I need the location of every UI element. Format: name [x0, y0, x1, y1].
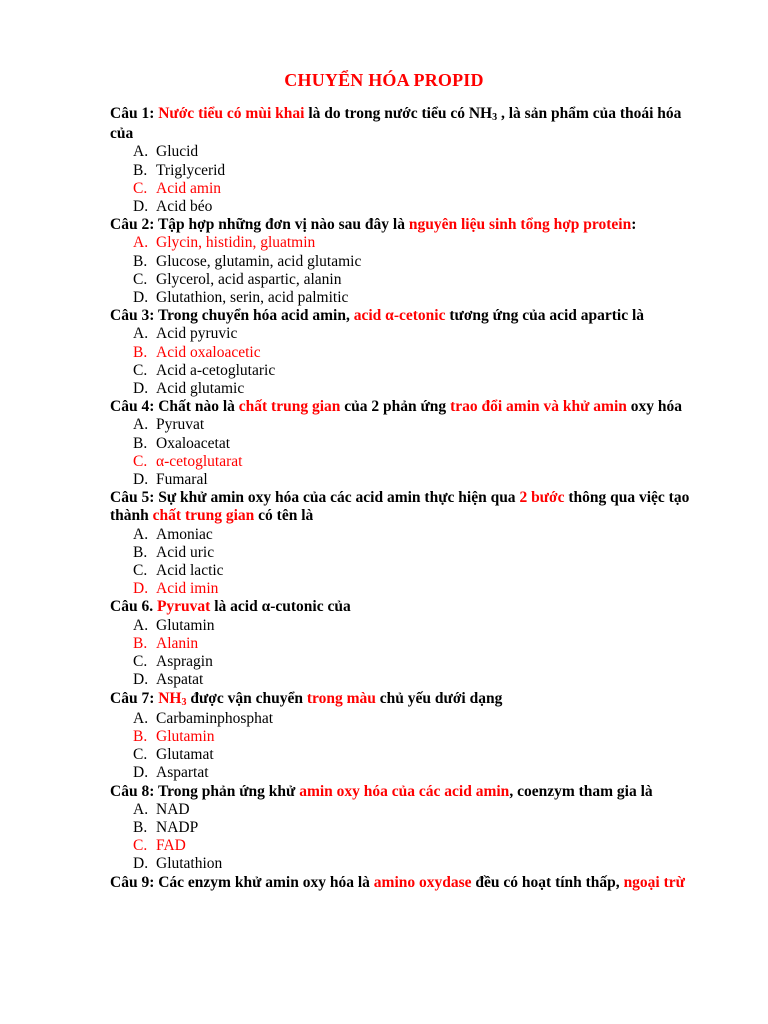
option-text: Acid lactic: [156, 562, 224, 580]
answer-options: [110, 617, 708, 690]
option-text: Acid oxaloacetic: [156, 343, 261, 361]
question-text: [110, 598, 708, 616]
option-text: Acid imin: [156, 580, 219, 598]
answer-options: [110, 416, 708, 489]
option-text: Glutamat: [156, 746, 214, 764]
option-text: Acid uric: [156, 543, 215, 561]
highlighted-text: acid α-cetonic: [353, 307, 446, 325]
answer-option-correct: [133, 580, 708, 598]
answer-option: [133, 416, 708, 434]
answer-option: [133, 544, 708, 562]
answer-option: [133, 435, 708, 453]
answer-option: [133, 325, 708, 343]
option-letter: A.: [133, 525, 149, 543]
question-text-part: thông qua việc tạo thành: [110, 489, 690, 525]
highlighted-text: nguyên liệu sinh tổng hợp protein: [408, 216, 632, 234]
option-letter: C.: [133, 452, 148, 470]
question-text: [110, 489, 708, 525]
answer-option: [133, 471, 708, 489]
answer-options: [110, 143, 708, 216]
answer-option: [133, 562, 708, 580]
option-letter: C.: [133, 837, 148, 855]
option-letter: B.: [133, 434, 148, 452]
question-text-part: Câu 5: Sự khử amin oxy hóa của các acid amin thực hiện qua: [110, 489, 520, 507]
question-text: [110, 307, 708, 325]
option-letter: A.: [133, 143, 149, 161]
question-text-part: đều có hoạt tính thấp,: [471, 873, 624, 891]
option-letter: B.: [133, 343, 148, 361]
answer-option: [133, 710, 708, 728]
option-letter: B.: [133, 634, 148, 652]
answer-options: [110, 325, 708, 398]
answer-options: [110, 710, 708, 783]
option-letter: C.: [133, 179, 148, 197]
answer-option: [133, 855, 708, 873]
option-letter: D.: [133, 471, 149, 489]
option-text: Glucid: [156, 143, 199, 161]
question-text-part: có tên là: [254, 507, 314, 525]
option-letter: A.: [133, 325, 149, 343]
option-text: Amoniac: [156, 525, 213, 543]
question-text-part: chủ yếu dưới dạng: [375, 689, 503, 707]
option-text: Glycin, histidin, gluatmin: [156, 234, 316, 252]
option-letter: C.: [133, 270, 148, 288]
option-text: Acid a-cetoglutaric: [156, 361, 276, 379]
question-text-part: Câu 6.: [110, 598, 157, 616]
option-text: Aspatat: [156, 671, 204, 689]
answer-option: [133, 143, 708, 161]
option-letter: B.: [133, 727, 148, 745]
question-block: [110, 307, 708, 398]
answer-option-correct: [133, 234, 708, 252]
answer-option-correct: [133, 728, 708, 746]
option-text: Acid pyruvic: [156, 325, 238, 343]
option-text: Alanin: [156, 634, 199, 652]
question-block: [110, 398, 708, 489]
option-letter: D.: [133, 855, 149, 873]
answer-option: [133, 198, 708, 216]
answer-option: [133, 653, 708, 671]
answer-option: [133, 162, 708, 180]
option-letter: C.: [133, 653, 148, 671]
question-text-part: của 2 phản ứng: [340, 398, 451, 416]
option-letter: B.: [133, 252, 148, 270]
option-letter: A.: [133, 234, 149, 252]
answer-option-correct: [133, 837, 708, 855]
option-text: Fumaral: [156, 471, 208, 489]
option-text: Glycerol, acid aspartic, alanin: [156, 270, 342, 288]
answer-option: [133, 819, 708, 837]
option-text: Glutamin: [156, 616, 215, 634]
answer-option: [133, 289, 708, 307]
question-text-part: Câu 2: Tập hợp những đơn vị nào sau đây là: [110, 216, 409, 234]
answer-option: [133, 362, 708, 380]
answer-options: [110, 234, 708, 307]
highlighted-text: chất trung gian: [152, 507, 255, 525]
question-block: [110, 216, 708, 307]
question-text-part: là acid α-cutonic của: [210, 598, 351, 616]
option-letter: D.: [133, 198, 149, 216]
question-text-part: được vận chuyển: [186, 689, 307, 707]
question-text: [110, 874, 708, 892]
option-letter: D.: [133, 380, 149, 398]
option-letter: A.: [133, 616, 149, 634]
option-text: Acid amin: [156, 179, 221, 197]
option-text: Acid béo: [156, 198, 213, 216]
answer-option: [133, 746, 708, 764]
question-text: [110, 783, 708, 801]
option-text: Glucose, glutamin, acid glutamic: [156, 252, 362, 270]
option-letter: A.: [133, 416, 149, 434]
highlighted-text: trong màu: [306, 689, 376, 707]
option-text: Triglycerid: [156, 161, 226, 179]
question-text: [110, 216, 708, 234]
answer-option-correct: [133, 453, 708, 471]
question-text-part: , coenzym tham gia là: [509, 782, 653, 800]
option-letter: D.: [133, 580, 149, 598]
option-text: Acid glutamic: [156, 380, 245, 398]
option-text: NADP: [156, 818, 199, 836]
question-text: [110, 690, 708, 710]
question-text: [110, 398, 708, 416]
option-text: FAD: [156, 837, 186, 855]
option-text: Oxaloacetat: [156, 434, 231, 452]
answer-option: [133, 671, 708, 689]
answer-option-correct: [133, 344, 708, 362]
option-letter: C.: [133, 746, 148, 764]
question-list: [110, 105, 708, 892]
highlighted-text: amin oxy hóa của các acid amin: [299, 782, 510, 800]
highlighted-text: chất trung gian: [238, 398, 341, 416]
option-letter: C.: [133, 562, 148, 580]
highlighted-text: amino oxydase: [373, 873, 472, 891]
highlighted-text: Pyruvat: [156, 598, 211, 616]
highlighted-text: 3: [181, 696, 187, 708]
answer-option-correct: [133, 180, 708, 198]
answer-option: [133, 617, 708, 635]
question-block: [110, 690, 708, 783]
option-text: Glutamin: [156, 727, 215, 745]
question-block: [110, 874, 708, 892]
option-letter: B.: [133, 818, 148, 836]
answer-option: [133, 253, 708, 271]
option-text: α-cetoglutarat: [156, 452, 243, 470]
question-text-part: Câu 8: Trong phản ứng khử: [110, 782, 300, 800]
question-block: [110, 598, 708, 689]
option-text: Glutathion, serin, acid palmitic: [156, 289, 349, 307]
answer-option: [133, 271, 708, 289]
question-block: [110, 489, 708, 598]
highlighted-text: trao đổi amin và khử amin: [450, 398, 627, 416]
question-text-part: là do trong nước tiểu có NH: [304, 105, 493, 122]
question-text-part: 3: [492, 112, 498, 123]
option-letter: B.: [133, 161, 148, 179]
option-letter: A.: [133, 800, 149, 818]
question-text-part: Câu 9: Các enzym khử amin oxy hóa là: [110, 873, 374, 891]
question-block: [110, 105, 708, 216]
option-letter: D.: [133, 764, 149, 782]
answer-option-correct: [133, 635, 708, 653]
option-text: Aspartat: [156, 764, 209, 782]
highlighted-text: 2 bước: [519, 489, 565, 507]
option-text: Glutathion: [156, 855, 223, 873]
question-text-part: Câu 7:: [110, 689, 159, 707]
option-text: Aspragin: [156, 653, 213, 671]
option-letter: D.: [133, 289, 149, 307]
question-text-part: oxy hóa: [626, 398, 682, 416]
answer-option: [133, 380, 708, 398]
answer-options: [110, 526, 708, 599]
question-text-part: :: [631, 216, 637, 234]
highlighted-text: Nước tiểu có mùi khai: [158, 105, 305, 122]
answer-option: [133, 526, 708, 544]
question-text-part: Câu 1:: [110, 105, 159, 122]
question-text-part: Câu 4: Chất nào là: [110, 398, 239, 416]
highlighted-text: NH: [158, 689, 182, 707]
answer-option: [133, 801, 708, 819]
option-letter: C.: [133, 361, 148, 379]
answer-options: [110, 801, 708, 874]
option-letter: D.: [133, 671, 149, 689]
question-text-part: , là sản phẩm của thoái hóa của: [110, 105, 682, 143]
question-text-part: Câu 3: Trong chuyển hóa acid amin,: [110, 307, 354, 325]
question-text-part: tương ứng của acid apartic là: [445, 307, 645, 325]
document-title: CHUYỂN HÓA PROPID: [284, 70, 484, 90]
option-text: Carbaminphosphat: [156, 709, 274, 727]
option-letter: B.: [133, 543, 148, 561]
option-letter: A.: [133, 709, 149, 727]
option-text: NAD: [156, 800, 190, 818]
question-text: [110, 105, 708, 143]
question-block: [110, 783, 708, 874]
option-text: Pyruvat: [156, 416, 205, 434]
highlighted-text: ngoại trừ: [623, 873, 685, 891]
answer-option: [133, 764, 708, 782]
